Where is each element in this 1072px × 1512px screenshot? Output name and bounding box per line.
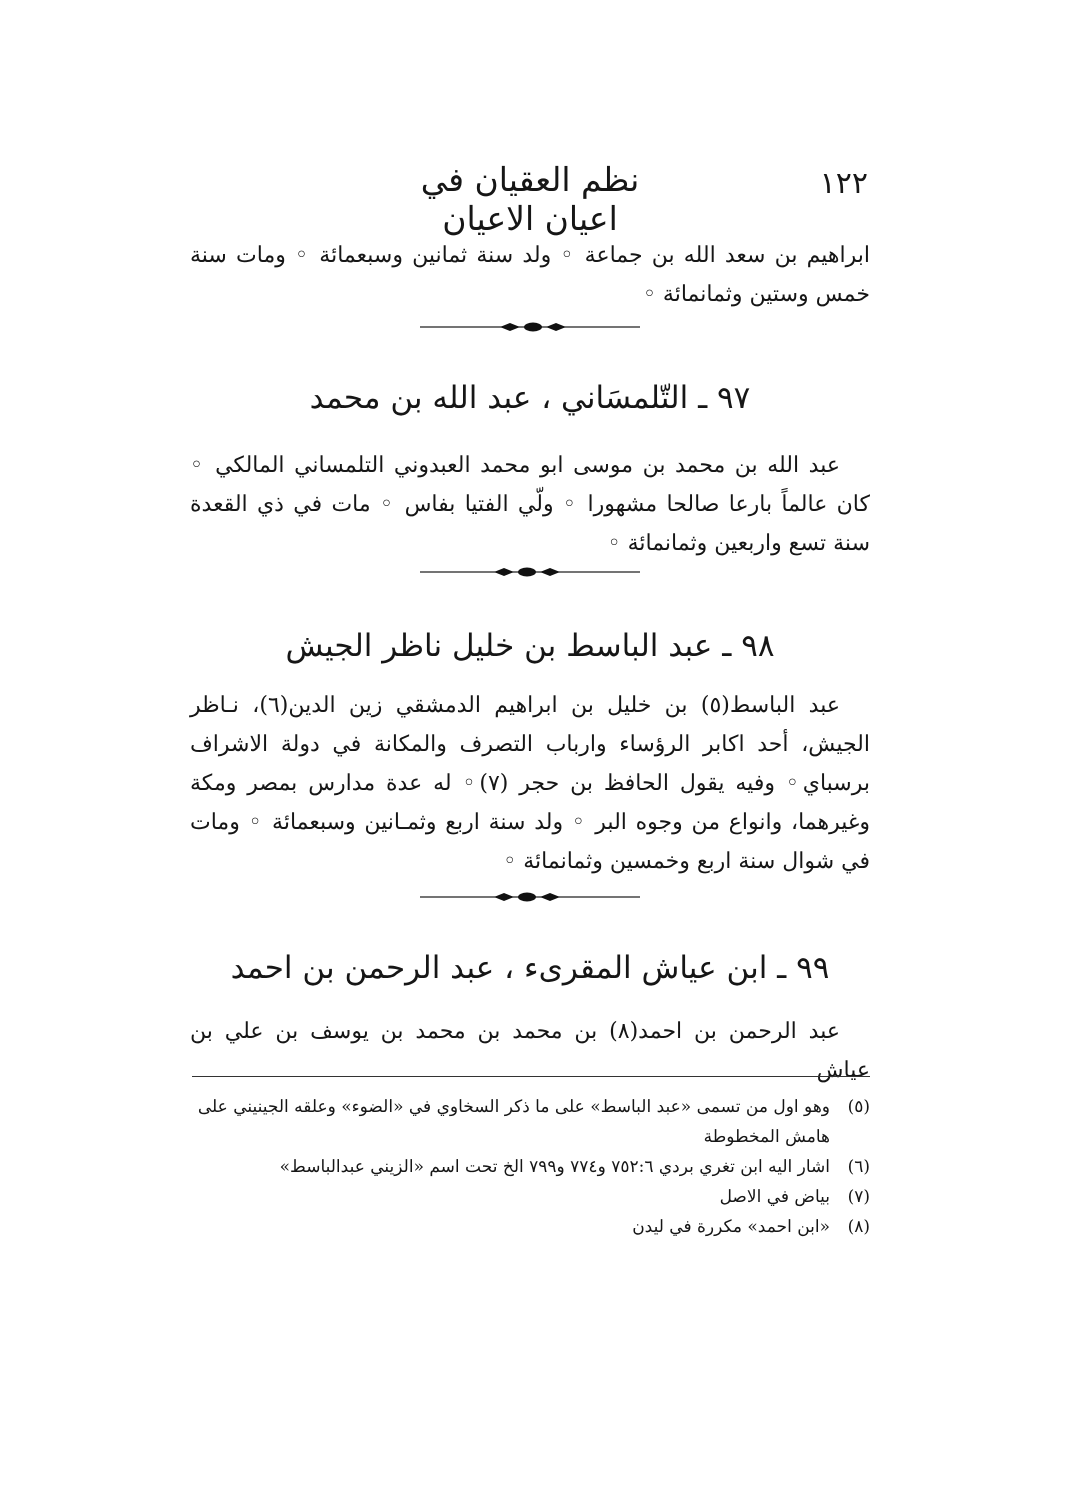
ornament-divider bbox=[420, 890, 640, 904]
running-title: نظم العقيان في اعيان الاعيان bbox=[420, 160, 640, 238]
ornament-divider bbox=[420, 565, 640, 579]
footnote-6 bbox=[190, 1152, 870, 1182]
page-number: ١٢٢ bbox=[819, 166, 868, 201]
footnote-number: (٥) bbox=[847, 1097, 870, 1117]
entry-text-98 bbox=[190, 686, 870, 881]
entry-text-99 bbox=[190, 1012, 870, 1090]
footnotes bbox=[190, 1092, 870, 1242]
footnote-text: اشار اليه ابن تغري بردي ٧٥٢:٦ و٧٧٤ و٧٩٩ الخ تحت اسم «الزيني عبدالباسط» bbox=[279, 1157, 830, 1177]
entry-text-97 bbox=[190, 446, 870, 563]
intro-paragraph bbox=[190, 236, 870, 314]
entry-paragraph: عبد الله بن محمد بن موسى ابو محمد العبدوني التلمساني المالكي ◦ كان عالماً بارعا صالحا مشهورا ◦ ولّي الفتيا بفاس ◦ مات في ذي القعدة سنة تسع واربعين وثمانمائة ◦ bbox=[190, 453, 870, 556]
ornament-divider bbox=[420, 320, 640, 334]
entry-heading-98: ٩٨ ـ عبد الباسط بن خليل ناظر الجيش bbox=[285, 628, 775, 664]
footnote-number: (٧) bbox=[847, 1187, 870, 1207]
footnote-text: «ابن احمد» مكررة في ليدن bbox=[632, 1217, 830, 1237]
intro-text: ابراهيم بن سعد الله بن جماعة ◦ ولد سنة ثمانين وسبعمائة ◦ ومات سنة خمس وستين وثمانمائة ◦ bbox=[190, 243, 870, 307]
footnote-7 bbox=[190, 1182, 870, 1212]
page-header bbox=[190, 160, 870, 238]
footnote-8 bbox=[190, 1212, 870, 1242]
footnote-text: بياض في الاصل bbox=[719, 1187, 830, 1207]
footnote-5 bbox=[190, 1092, 870, 1152]
footnote-number: (٨) bbox=[847, 1217, 870, 1237]
footnote-text: وهو اول من تسمى «عبد الباسط» على ما ذكر السخاوي في «الضوء» وعلقه الجينيني على هامش المخطوطة bbox=[197, 1097, 830, 1147]
footnote-separator bbox=[192, 1076, 870, 1077]
footnote-number: (٦) bbox=[847, 1157, 870, 1177]
entry-paragraph: عبد الباسط(٥) بن خليل بن ابراهيم الدمشقي زين الدين(٦)، نـاظر الجيش، أحد اكابر الرؤساء وارباب التصرف والمكانة في دولة الاشراف برسباي◦ وفيه يقول الحافظ بن حجر (٧)◦ له عدة مدارس بمصر ومكة وغيرهما، وانواع من وجوه البر ◦ ولد سنة اربع وثمـانين وسبعمائة ◦ ومات في شوال سنة اربع وخمسين وثمانمائة ◦ bbox=[190, 693, 870, 874]
entry-heading-99: ٩٩ ـ ابن عياش المقرىء ، عبد الرحمن بن احمد bbox=[230, 950, 830, 986]
entry-paragraph: عبد الرحمن بن احمد(٨) بن محمد بن محمد بن يوسف بن علي بن عياش bbox=[190, 1019, 870, 1083]
entry-heading-97: ٩٧ ـ التّلمسَاني ، عبد الله بن محمد bbox=[309, 380, 751, 416]
